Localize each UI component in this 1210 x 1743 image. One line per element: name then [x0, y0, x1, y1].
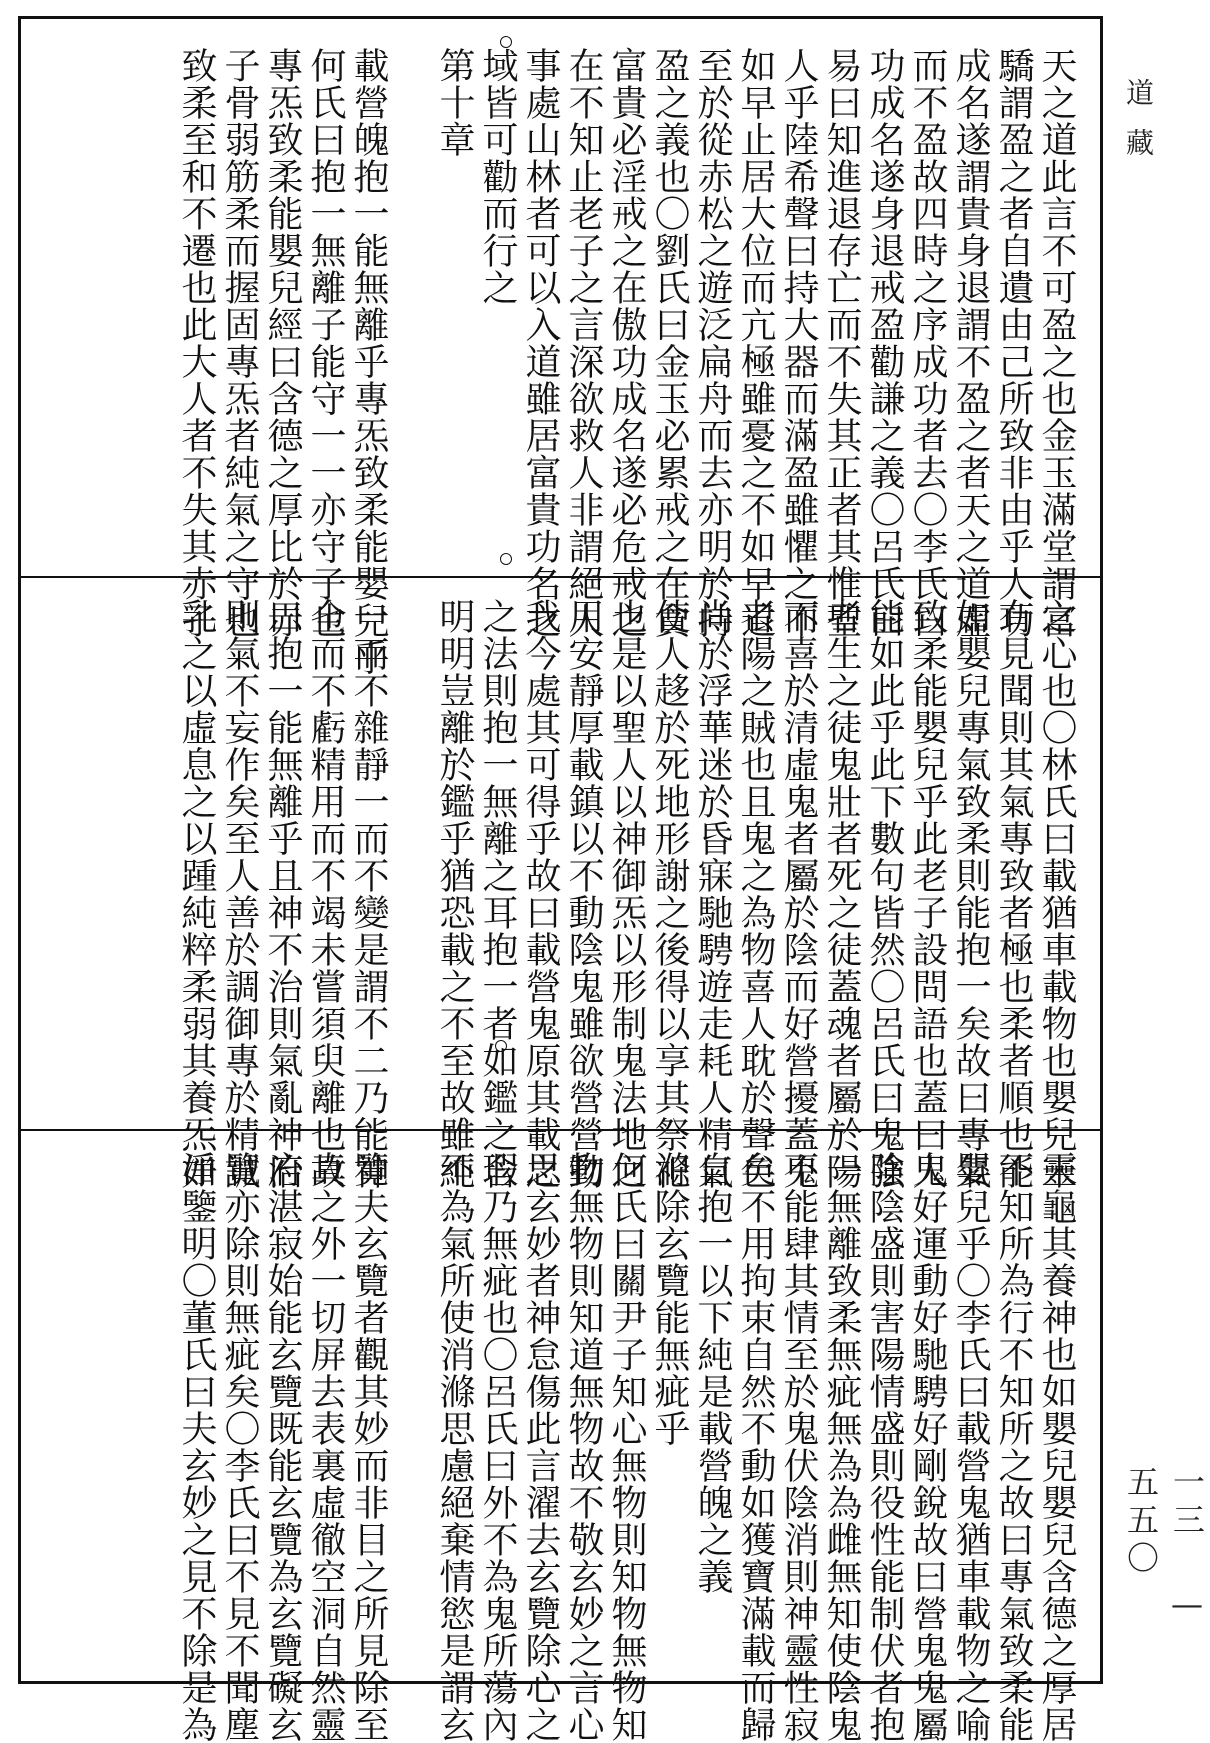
- text-column: 一而不雜靜一而不變是謂不二乃能神: [348, 598, 389, 1190]
- text-column: 功成名遂身退戒盈勸謙之義〇呂氏曰: [864, 47, 905, 639]
- text-column: 載營魄抱一能無離乎專炁致柔能嬰兒乎: [348, 47, 389, 676]
- text-column: 嬰兒乎〇李氏曰載營鬼猶車載物之喻: [950, 1151, 991, 1743]
- margin-title: 道藏: [1122, 78, 1155, 178]
- text-column: 易曰知進退存亡而不失其正者其惟聖: [821, 47, 862, 639]
- text-column: 至於從赤松之遊泛扁舟而去亦明於持: [692, 47, 733, 639]
- text-column: 富貴必淫戒之在傲功成名遂必危戒之: [606, 47, 647, 639]
- text-column: 事處山林者可以入道雖居富貴功名之: [520, 47, 561, 639]
- text-column: 能如此乎此下數句皆然〇呂氏曰鬼強: [864, 598, 905, 1190]
- page-frame: [18, 16, 1103, 1743]
- text-column: 之心也〇林氏曰載猶車載物也嬰兒未: [1036, 598, 1077, 1190]
- text-column: 何氏曰關尹子知心無物則知物無物知: [606, 1151, 647, 1743]
- text-column: 第十章: [434, 47, 475, 158]
- text-column: 何氏曰抱一無離子能守一一亦守子也: [305, 47, 346, 639]
- text-column: 不知所為行不知所之故曰專氣致柔能: [993, 1151, 1034, 1743]
- punctuation-circle: [500, 36, 512, 48]
- text-column: 尚於浮華迷於昏寐馳騁遊走耗人精氣: [692, 598, 733, 1190]
- text-column: 則氣不妄作矣至人善於調御專於精誠: [219, 598, 260, 1190]
- text-column: 使人趍於死地形謝之後得以享其祭祀: [649, 598, 690, 1190]
- text-column: 我今處其可得乎故曰載營鬼原其載之: [520, 598, 561, 1190]
- text-column: 驕謂盈之者自遺由己所致非由乎人功: [993, 47, 1034, 639]
- text-column: 不為氣所使消滌思慮絕棄情慾是謂玄: [434, 1151, 475, 1743]
- text-column: 有見聞則其氣專致者極也柔者順也能: [993, 598, 1034, 1190]
- text-column: 域皆可勸而行之: [477, 47, 518, 306]
- text-column: 如嬰兒專氣致柔則能抱一矣故曰專氣: [950, 598, 991, 1190]
- text-column: 自抱一以下純是載營魄之義: [692, 1151, 733, 1595]
- text-column: 瑕乃無疵也〇呂氏曰外不為鬼所蕩內: [477, 1151, 518, 1743]
- text-column: 乳之以虛息之以踵純粹柔弱其養炁如: [176, 598, 217, 1190]
- text-column: 淨鑒明〇董氏曰夫玄妙之見不除是為: [176, 1151, 217, 1743]
- text-column: 子骨弱筋柔而握固專炁者純氣之守也: [219, 47, 260, 639]
- text-column: 者生之徒鬼壯者死之徒蓋魂者屬於陽: [821, 598, 862, 1190]
- text-column: 物無物則知道無物故不敬玄妙之言心: [563, 1151, 604, 1743]
- text-column: 府湛寂始能玄覽既能玄覽為玄覽礙玄: [262, 1151, 303, 1743]
- text-column: 覽夫玄覽者觀其妙而非目之所見除至: [348, 1151, 389, 1743]
- text-column: 而不盈故四時之序成功者去〇李氏曰: [907, 47, 948, 639]
- text-column: 專炁致柔能嬰兒經曰含德之厚比於赤: [262, 47, 303, 639]
- text-column: 真之外一切屏去表裏虛徹空洞自然靈: [305, 1151, 346, 1743]
- text-column: 之法則抱一無離之耳抱一者如鑑之含: [477, 598, 518, 1190]
- text-column: 天之道此言不可盈之也金玉滿堂謂富: [1036, 47, 1077, 639]
- text-column: 人乎陸希聲曰持大器而滿盈雖懼之不: [778, 47, 819, 639]
- text-column: 思玄妙者神怠傷此言濯去玄覽除心之: [520, 1151, 561, 1743]
- text-column: 曰抱一能無離乎且神不治則氣亂神治: [262, 598, 303, 1190]
- punctuation-circle: [500, 553, 512, 565]
- text-column: 一無離致柔無疵無為為雌無知使陰鬼: [821, 1151, 862, 1743]
- text-column: 盈之義也〇劉氏曰金玉必累戒之在貪: [649, 47, 690, 639]
- text-column: 用安靜厚載鎮以不動陰鬼雖欲營營動: [563, 598, 604, 1190]
- text-column: 覽亦除則無疵矣〇李氏曰不見不聞塵: [219, 1151, 260, 1743]
- panel-bottom: [21, 1129, 1100, 1743]
- panel-middle: [21, 576, 1100, 1190]
- text-column: 不能肆其情至於鬼伏陰消則神靈性寂: [778, 1151, 819, 1743]
- text-column: 而喜於清虛鬼者屬於陰而好營擾蓋鬼: [778, 598, 819, 1190]
- text-column: 如早止居大位而亢極雖憂之不如早退: [735, 47, 776, 639]
- punctuation-circle: [495, 1040, 507, 1052]
- text-column: 全而不虧精用而不竭未嘗須臾離也故: [305, 598, 346, 1190]
- text-column: 鬼好運動好馳騁好剛銳故曰營鬼鬼屬: [907, 1151, 948, 1743]
- text-column: 在不知止老子之言深欲救人非謂絕人: [563, 47, 604, 639]
- text-column: 靈龜其養神也如嬰兒嬰兒含德之厚居: [1036, 1151, 1077, 1743]
- panel-top: [21, 19, 1100, 676]
- text-column: 也是以聖人以神御炁以形制鬼法地之: [606, 598, 647, 1190]
- text-column: 者陽之賊也且鬼之為物喜人耽於聲色: [735, 598, 776, 1190]
- page-number: 一三 — 五五〇: [1122, 1465, 1206, 1629]
- text-column: 陰陰盛則害陽情盛則役性能制伏者抱: [864, 1151, 905, 1743]
- text-column: 矣不用拘束自然不動如獲寶滿載而歸: [735, 1151, 776, 1743]
- text-column: 滌除玄覽能無疵乎: [649, 1151, 690, 1447]
- text-column: 致柔至和不遷也此大人者不失其赤子: [176, 47, 217, 639]
- text-column: 致柔能嬰兒乎此老子設問語也蓋曰人: [907, 598, 948, 1190]
- text-column: 明明豈離於鑑乎猶恐載之不至故雖純: [434, 598, 475, 1190]
- text-column: 成名遂謂貴身退謂不盈之者天之道虛: [950, 47, 991, 639]
